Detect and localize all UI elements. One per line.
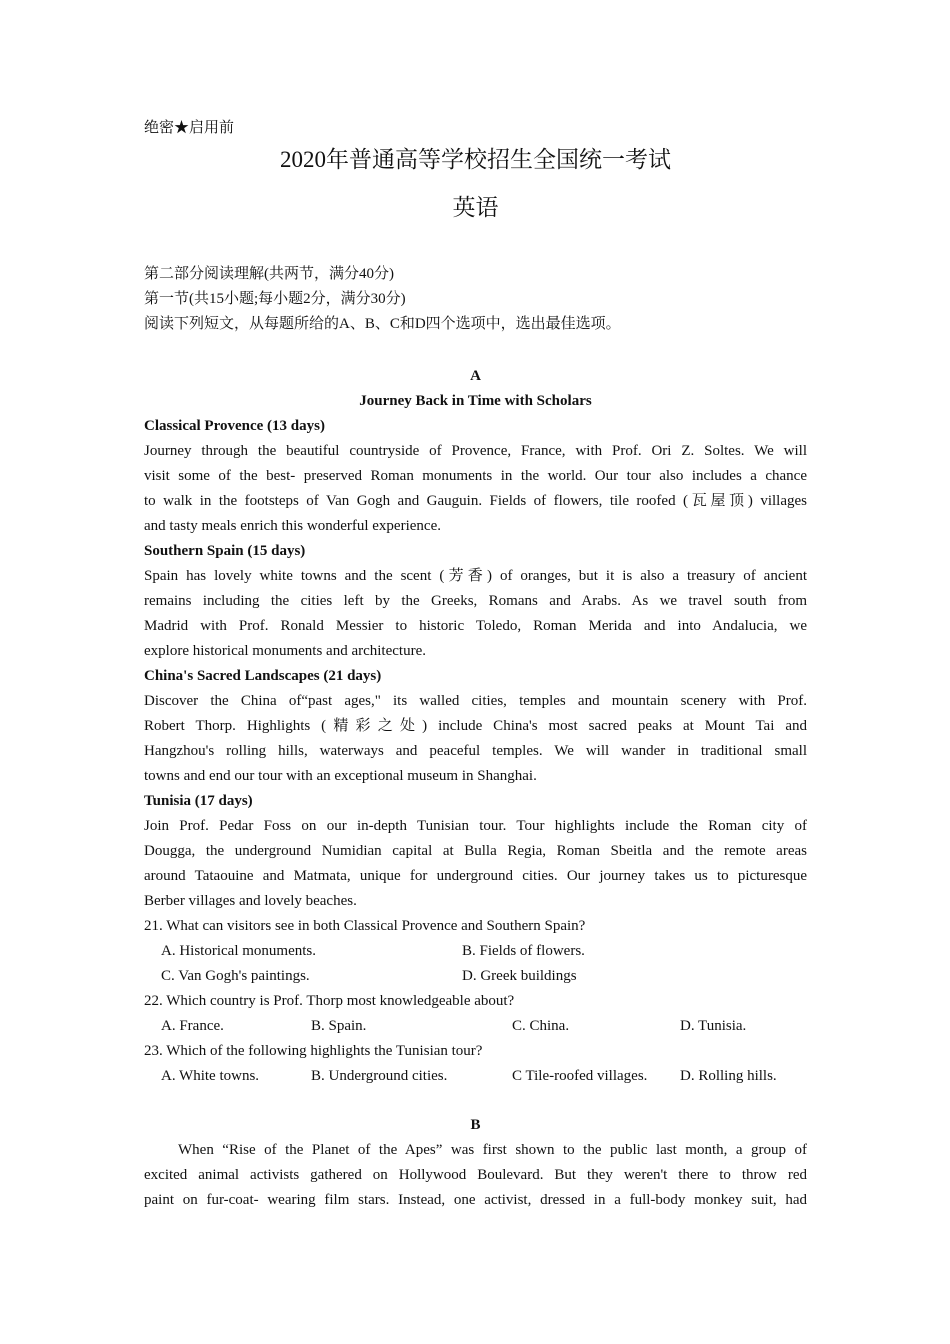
question-21 (144, 914, 807, 989)
paragraph-line: to walk in the footsteps of Van Gogh and Gauguin. Fields of flowers, tile roofed (瓦屋顶) villages (144, 493, 807, 509)
paragraph-line: Spain has lovely white towns and the scent (芳香) of oranges, but it is also a treasury of ancient (144, 568, 807, 584)
instruction-line: 阅读下列短文，从每题所给的A、B、C和D四个选项中，选出最佳选项。 (144, 316, 621, 332)
paragraph-line: Journey through the beautiful countryside of Provence, France, with Prof. Ori Z. Soltes. We will (144, 443, 807, 459)
option-b: B. Spain. (311, 1018, 367, 1034)
paragraph-line: explore historical monuments and architecture. (144, 643, 426, 659)
passage-a-title: Journey Back in Time with Scholars (359, 393, 592, 409)
passage-b-letter: B (470, 1117, 481, 1133)
instruction-line: 第二部分阅读理解(共两节，满分40分) (144, 266, 394, 282)
question-22 (144, 989, 807, 1039)
paragraph-line: Hangzhou's rolling hills, waterways and peaceful temples. We will wander in traditional small (144, 743, 807, 759)
option-b: B. Underground cities. (311, 1068, 448, 1084)
option-b: B. Fields of flowers. (462, 943, 585, 959)
question-23 (144, 1039, 807, 1089)
paragraph-line: around Tataouine and Matmata, unique for underground cities. Our journey takes us to picturesque (144, 868, 807, 884)
option-c: C. Van Gogh's paintings. (161, 968, 310, 984)
tour-section (144, 539, 807, 664)
option-d: D. Tunisia. (680, 1018, 747, 1034)
paragraph-line: Berber villages and lovely beaches. (144, 893, 357, 909)
option-d: D. Rolling hills. (680, 1068, 777, 1084)
instruction-line: 第一节(共15小题;每小题2分，满分30分) (144, 291, 406, 307)
tour-heading: Tunisia (17 days) (144, 793, 253, 809)
option-a: A. White towns. (161, 1068, 260, 1084)
paragraph-line: Robert Thorp. Highlights (精彩之处) include China's most sacred peaks at Mount Tai and (144, 718, 807, 734)
tour-heading: China's Sacred Landscapes (21 days) (144, 668, 382, 684)
confidential-label: 绝密★启用前 (144, 120, 235, 136)
subject-title: 英语 (452, 195, 499, 220)
paragraph-line: visit some of the best- preserved Roman monuments in the world. Our tour also includes a chance (144, 468, 807, 484)
paragraph-line: remains including the cities left by the Greeks, Romans and Arabs. As we travel south from (144, 593, 807, 609)
option-a: A. France. (161, 1018, 224, 1034)
tour-heading: Southern Spain (15 days) (144, 543, 306, 559)
paragraph-line: excited animal activists gathered on Hollywood Boulevard. But they weren't there to throw red (144, 1167, 807, 1183)
options-row (144, 1064, 807, 1089)
question-stem: 23. Which of the following highlights the Tunisian tour? (144, 1043, 483, 1059)
passage-a-letter: A (470, 368, 481, 384)
paragraph-line: and tasty meals enrich this wonderful experience. (144, 518, 441, 534)
passage-b-paragraph (144, 1138, 807, 1213)
paragraph-line: towns and end our tour with an exceptional museum in Shanghai. (144, 768, 537, 784)
tour-section (144, 789, 807, 914)
question-stem: 22. Which country is Prof. Thorp most knowledgeable about? (144, 993, 515, 1009)
paragraph-line: Discover the China of“past ages," its walled cities, temples and mountain scenery with Prof. (144, 693, 807, 709)
paragraph-line: Join Prof. Pedar Foss on our in-depth Tunisian tour. Tour highlights include the Roman city of (144, 818, 807, 834)
option-c: C. China. (512, 1018, 570, 1034)
paragraph-line: Dougga, the underground Numidian capital at Bulla Regia, Roman Sbeitla and the remote areas (144, 843, 807, 859)
paragraph-line: When “Rise of the Planet of the Apes” was first shown to the public last month, a group of (178, 1142, 807, 1158)
options-row (144, 939, 807, 964)
exam-title: 2020年普通高等学校招生全国统一考试 (280, 147, 671, 172)
option-d: D. Greek buildings (462, 968, 577, 984)
question-stem: 21. What can visitors see in both Classical Provence and Southern Spain? (144, 918, 586, 934)
option-c: C Tile-roofed villages. (512, 1068, 648, 1084)
tour-section (144, 664, 807, 789)
option-a: A. Historical monuments. (161, 943, 316, 959)
paragraph-line: Madrid with Prof. Ronald Messier to historic Toledo, Roman Merida and into Andalucia, we (144, 618, 807, 634)
instructions (144, 262, 807, 337)
options-row (144, 1014, 807, 1039)
tour-heading: Classical Provence (13 days) (144, 418, 325, 434)
options-row (144, 964, 807, 989)
exam-page (144, 116, 807, 1213)
paragraph-line: paint on fur-coat- wearing film stars. Instead, one activist, dressed in a full-body monkey suit, had (144, 1192, 807, 1208)
tour-section (144, 414, 807, 539)
